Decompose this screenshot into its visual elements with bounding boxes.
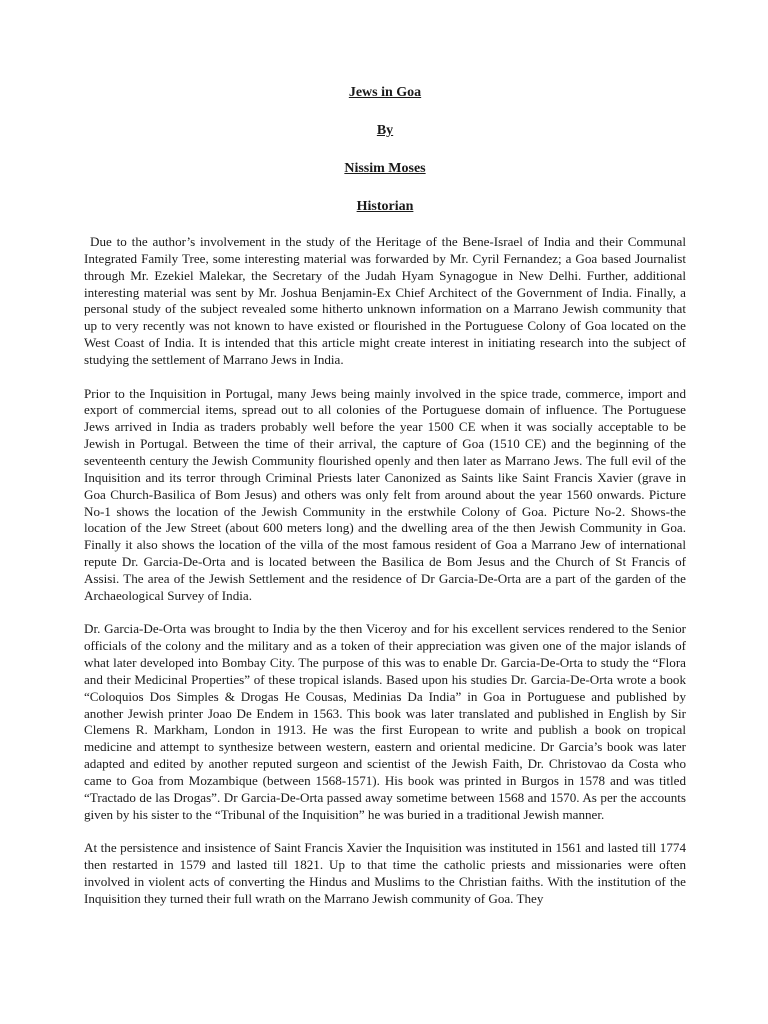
paragraph-portuguese-jews: Prior to the Inquisition in Portugal, many Jews being mainly involved in the spice trade, commerce, import and export of commercial items, spread out to all colonies of the Portuguese domain of influence. The Portuguese Jews arrived in India as traders probably well before the year 1500 CE when it was socially acceptable to be Jewish in Portugal. Between the time of their arrival, the capture of Goa (1510 CE) and the beginning of the seventeenth century the Jewish Community flourished openly and then later as Marrano Jews. The full evil of the Inquisition and its terror through Criminal Priests later Canonized as Saints like Saint Francis Xavier (grave in Goa Church-Basilica of Bom Jesus) and others was only felt from around about the year 1560 onwards. Picture No-1 shows the location of the Jewish Community in the erstwhile Colony of Goa. Picture No-2. Shows-the location of the Jew Street (about 600 meters long) and the dwelling area of the then Jewish Community in Goa. Finally it also shows the location of the villa of the most famous resident of Goa a Marrano Jew of international repute Dr. Garcia-De-Orta and is located between the Basilica de Bom Jesus and the Church of St Francis of Assisi. The area of the Jewish Settlement and the residence of Dr Garcia-De-Orta are a part of the garden of the Archaeological Survey of India. bbox=[84, 385, 686, 603]
author-name: Nissim Moses bbox=[344, 161, 426, 176]
document-body bbox=[84, 84, 686, 925]
paragraph-introduction: Due to the author’s involvement in the study of the Heritage of the Bene-Israel of India and their Communal Integrated Family Tree, some interesting material was forwarded by Mr. Cyril Fernandez; a Goa based Journalist through Mr. Ezekiel Malekar, the Secretary of the Judah Hyam Synagogue in New Delhi. Further, additional interesting material was sent by Mr. Joshua Benjamin-Ex Chief Architect of the Government of India. Finally, a personal study of the subject revealed some hitherto unknown information on a Marrano Jewish community that up to very recently was not known to have existed or flourished in the Portuguese Colony of Goa located on the West Coast of India. It is intended that this article might create interest in initiating research into the subject of studying the settlement of Marrano Jews in India. bbox=[84, 234, 686, 367]
paragraph-inquisition: At the persistence and insistence of Saint Francis Xavier the Inquisition was instituted in 1561 and lasted till 1774 then restarted in 1579 and lasted till 1821. Up to that time the catholic priests and missionaries were often involved in violent acts of converting the Hindus and Muslims to the Christian faiths. With the institution of the Inquisition they turned their full wrath on the Marrano Jewish community of Goa. They bbox=[84, 840, 686, 906]
author-title: Historian bbox=[356, 199, 414, 214]
byline-label: By bbox=[376, 123, 394, 138]
paragraph-garcia-de-orta: Dr. Garcia-De-Orta was brought to India by the then Viceroy and for his excellent services rendered to the Senior officials of the colony and the military and as a token of their appreciation was given one of the major islands of what later developed into Bombay City. The purpose of this was to enable Dr. Garcia-De-Orta to study the “Flora and their Medicinal Properties” of these tropical islands. Based upon his studies Dr. Garcia-De-Orta wrote a book “Coloquios Dos Simples & Drogas He Cousas, Medinias Da India” in Goa in Portuguese and published by another Jewish printer Joao De Endem in 1563. This book was later translated and published in English by Sir Clemens R. Markham, London in 1913. He was the first European to write and publish a book on tropical medicine and attempt to synthesize between western, eastern and oriental medicine. Dr Garcia’s book was later adapted and edited by another reputed surgeon and scientist of the Jewish Faith, Dr. Christovao da Costa who came to Goa from Mozambique (between 1568-1571). His book was printed in Burgos in 1578 and was titled “Tractado de las Drogas”. Dr Garcia-De-Orta passed away sometime between 1568 and 1570. As per the accounts given by his sister to the “Tribunal of the Inquisition” he was buried in a traditional Jewish manner. bbox=[84, 621, 686, 822]
document-title: Jews in Goa bbox=[348, 85, 422, 100]
